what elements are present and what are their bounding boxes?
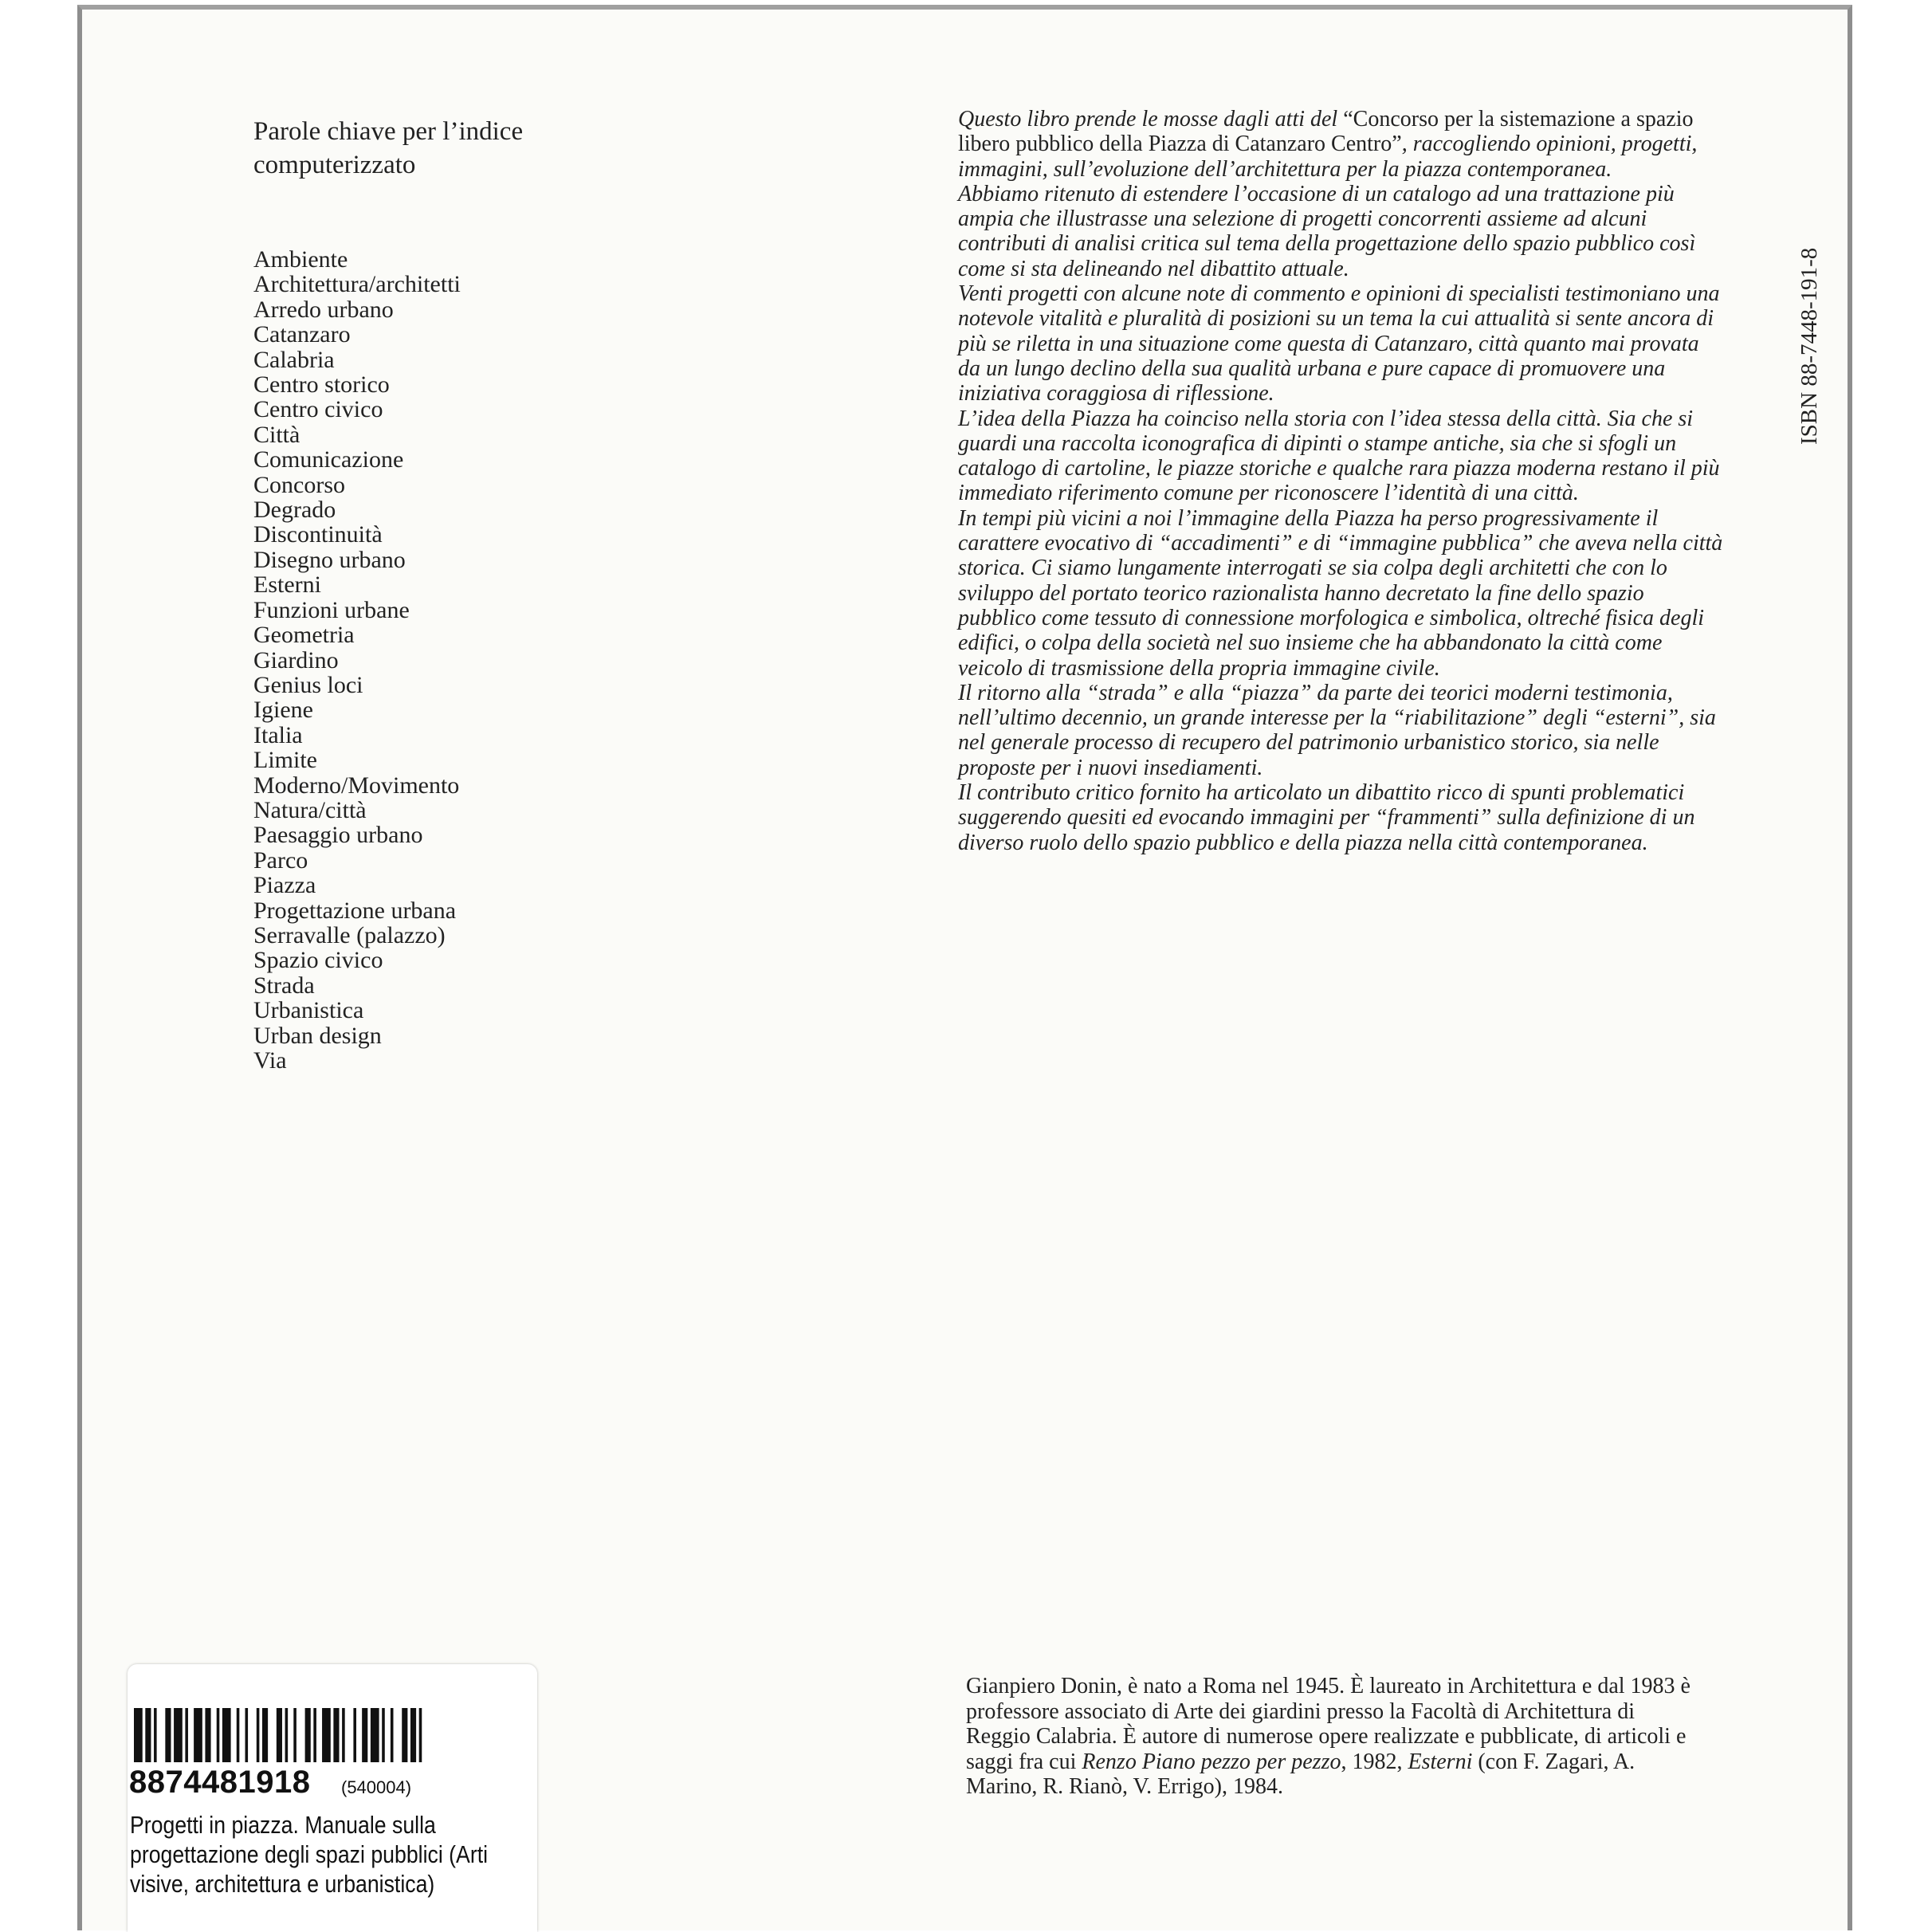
bio-book-title-1: Renzo Piano pezzo per pezzo — [1082, 1749, 1341, 1774]
keyword-item: Urban design — [253, 1022, 382, 1049]
keyword-item: Strada — [253, 972, 315, 999]
barcode-bar — [237, 1708, 240, 1762]
book-description — [958, 107, 1723, 855]
bio-part-1: Gianpiero Donin, è nato a Roma nel 1945. È laureato in Architettura e dal 1983 è professore associato di Arte dei giardini presso la Facoltà di Architettura di Reggio Calabria. È autore di numerose opere realizzate e pubblicate, di articoli e saggi fra cui — [966, 1674, 1690, 1774]
description-paragraph-7: Il contributo critico fornito ha articolato un dibattito ricco di spunti problematici suggerendo quesiti ed evocando immagini per “frammenti” sulla definizione di un diverso ruolo dello spazio pubblico e della piazza nella città contemporanea. — [958, 780, 1695, 855]
keyword-item: Natura/città — [253, 796, 367, 823]
barcode-bar — [410, 1708, 416, 1762]
keyword-item: Disegno urbano — [253, 546, 406, 573]
barcode-bar — [154, 1708, 157, 1762]
barcode-bar — [262, 1708, 268, 1762]
description-paragraph-1 — [958, 107, 1723, 182]
barcode-bar — [194, 1708, 202, 1762]
barcode-bar — [382, 1708, 385, 1762]
barcode-bar — [362, 1708, 367, 1762]
keyword-item: Limite — [253, 747, 317, 774]
barcode-bar — [342, 1708, 345, 1762]
keywords-list — [253, 247, 461, 1073]
keyword-item: Spazio civico — [253, 947, 383, 974]
barcode-bar — [277, 1708, 282, 1762]
keyword-item: Geometria — [253, 622, 355, 649]
barcode-bar — [293, 1708, 296, 1762]
description-p1-intro: Questo libro prende le mosse dagli atti del — [958, 107, 1344, 132]
keyword-item: Urbanistica — [253, 997, 364, 1024]
sticker-title: Progetti in piazza. Manuale sulla progettazione degli spazi pubblici (Arti visive, architettura e urbanistica) — [130, 1811, 489, 1898]
bio-part-3: (con F. Zagari, A. Marino, R. Rianò, V. Errigo), 1984. — [966, 1749, 1636, 1799]
barcode-graphic — [134, 1708, 430, 1762]
keywords-heading-line1: Parole chiave per l’indice — [253, 117, 524, 146]
keyword-item: Paesaggio urbano — [253, 822, 423, 849]
keyword-item: Architettura/architetti — [253, 271, 461, 298]
keyword-item: Igiene — [253, 697, 313, 724]
barcode-bar — [145, 1708, 151, 1762]
description-paragraph-6: Il ritorno alla “strada” e alla “piazza” da parte dei teorici moderni testimonia, nell’ultimo decennio, un grande interesse per la “riabilitazione” degli “esterni”, sia nel generale processo di recupero del patrimonio urbanistico storico, sia nelle proposte per i nuovi insediamenti. — [958, 680, 1716, 780]
keyword-item: Discontinuità — [253, 521, 383, 548]
barcode-bar — [165, 1708, 171, 1762]
barcode-bar — [185, 1708, 188, 1762]
author-bio — [966, 1674, 1699, 1800]
keyword-item: Catanzaro — [253, 321, 351, 348]
keyword-item: Italia — [253, 721, 303, 748]
keyword-item: Degrado — [253, 497, 336, 524]
barcode-bar — [313, 1708, 316, 1762]
keyword-item: Comunicazione — [253, 446, 404, 473]
description-p1-contest-title: “Concorso per la sistemazione a spazio libero pubblico della Piazza di Catanzaro Centro” — [958, 107, 1694, 157]
barcode-bar — [134, 1708, 143, 1762]
barcode-bar — [174, 1708, 183, 1762]
keyword-item: Moderno/Movimento — [253, 772, 460, 799]
barcode-sticker — [128, 1664, 537, 1932]
barcode-bar — [205, 1708, 210, 1762]
barcode-bar — [222, 1708, 231, 1762]
keyword-item: Piazza — [253, 872, 316, 899]
keyword-item: Ambiente — [253, 246, 348, 273]
keyword-item: Calabria — [253, 346, 335, 373]
keyword-item: Parco — [253, 846, 308, 874]
keyword-item: Città — [253, 421, 300, 448]
sticker-code: (540004) — [341, 1777, 412, 1797]
keyword-item: Arredo urbano — [253, 296, 394, 323]
description-paragraph-2: Abbiamo ritenuto di estendere l’occasione di un catalogo ad una trattazione più ampia che illustrasse una selezione di progetti concorrenti assieme ad alcuni contributi di analisi critica sul tema della progettazione dello spazio pubblico così come si sta delineando nel dibattito attuale. — [958, 181, 1696, 281]
keywords-heading — [253, 115, 523, 182]
barcode-bar — [419, 1708, 422, 1762]
keywords-heading-line2: computerizzato — [253, 151, 416, 179]
keyword-item: Esterni — [253, 571, 321, 599]
description-p1-rest: , raccogliendo opinioni, progetti, immagini, sull’evoluzione dell’architettura per la piazza contemporanea. — [958, 132, 1698, 182]
bio-part-2: , 1982, — [1341, 1749, 1408, 1774]
description-paragraph-3: Venti progetti con alcune note di commento e opinioni di specialisti testimoniano una notevole vitalità e pluralità di posizioni su un tema la cui attualità si sente ancora di più se riletta in una situazione come questa di Catanzaro, città quanto mai provata da un lungo declino della sua qualità urbana e pure capace di promuovere una iniziativa coraggiosa di riflessione. — [958, 281, 1720, 406]
isbn-text: ISBN 88-7448-191-8 — [1797, 247, 1822, 445]
keyword-item: Centro civico — [253, 396, 383, 423]
keyword-item: Genius loci — [253, 671, 363, 698]
description-paragraph-5: In tempi più vicini a noi l’immagine della Piazza ha perso progressivamente il carattere evocativo di “accadimenti” e di “immagine pubblica” che aveva nella città storica. Ci siamo lungamente interrogati se sia colpa degli architetti che con lo sviluppo del portato teorico razionalista hanno decretato la fine dello spazio pubblico come tessuto di connessione morfologica e simbolica, oltreché fisica degli edifici, o colpa della società nel suo insieme che ha abbandonato la città come veicolo di trasmissione della propria immagine civile. — [958, 505, 1723, 681]
barcode-bar — [371, 1708, 379, 1762]
bio-book-title-2: Esterni — [1408, 1749, 1473, 1774]
keyword-item: Progettazione urbana — [253, 897, 457, 924]
barcode-bar — [305, 1708, 311, 1762]
keyword-item: Via — [253, 1047, 287, 1074]
barcode-bar — [245, 1708, 249, 1762]
barcode-bar — [322, 1708, 331, 1762]
keyword-item: Centro storico — [253, 371, 390, 399]
barcode-bar — [353, 1708, 356, 1762]
keyword-item: Concorso — [253, 471, 345, 498]
barcode-bar — [257, 1708, 260, 1762]
keyword-item: Serravalle (palazzo) — [253, 921, 446, 948]
barcode-bar — [402, 1708, 407, 1762]
description-paragraph-4: L’idea della Piazza ha coinciso nella storia con l’idea stessa della città. Sia che si guardi una raccolta iconografica di dipinti o stampe antiche, sia che si sfogli un catalogo di cartoline, le piazze storiche e qualche rara piazza moderna restano il più immediato riferimento comune per riconoscere l’identità di una città. — [958, 406, 1720, 506]
keyword-item: Funzioni urbane — [253, 596, 410, 623]
keyword-item: Giardino — [253, 646, 339, 673]
barcode-bar — [391, 1708, 394, 1762]
barcode-bar — [333, 1708, 339, 1762]
barcode-bar — [285, 1708, 289, 1762]
barcode-number: 8874481918 — [129, 1765, 311, 1800]
author-bio-text — [966, 1674, 1699, 1800]
barcode-bar — [217, 1708, 220, 1762]
